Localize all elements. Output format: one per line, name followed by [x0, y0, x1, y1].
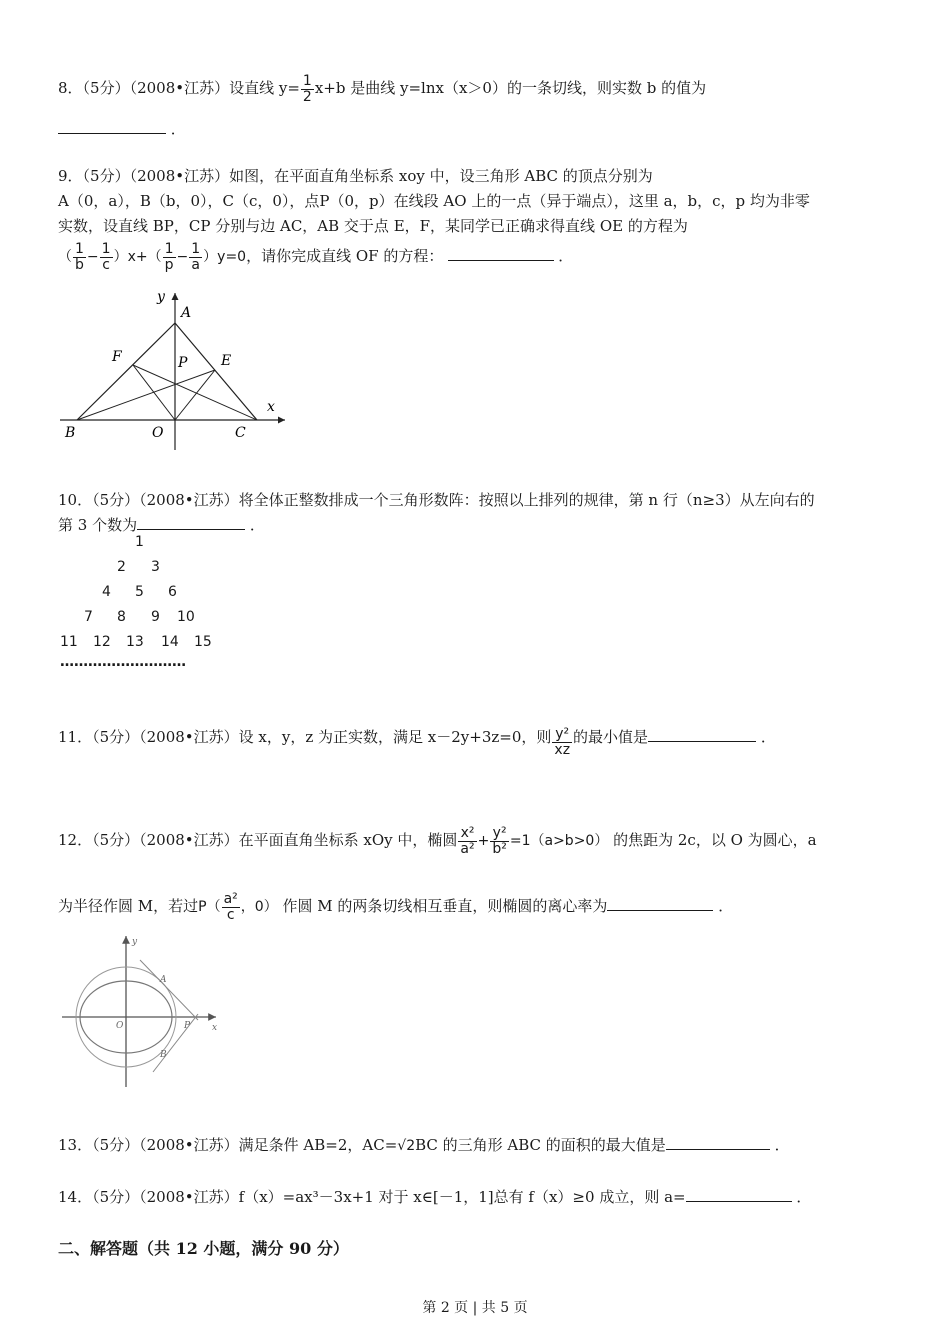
- question-13: 13．（5分）（2008•江苏）满足条件 AB=2，AC=√2BC 的三角形 ABC 的面积的最大值是 ．: [58, 1136, 790, 1154]
- label-a: A: [181, 305, 192, 321]
- triangle-dots: ………………………: [60, 654, 186, 670]
- q10-line1: 10．（5分）（2008•江苏）将全体正整数排成一个三角形数阵：按照以上排列的规律，第 n 行（n≥3）从左向右的: [58, 491, 815, 509]
- question-12-line2: 为半径作圆 M，若过P（ $\frac{\text{a²}}{c}$ ，0） 作圆 M 的两条切线相互垂直，则椭圆的离心率为 ．: [58, 891, 734, 923]
- q10-line2: 第 3 个数为 ．: [58, 516, 265, 534]
- q9-equation: （ $\frac{1}{b}$ − $\frac{1}{c}$ ）x+（ $\frac{1}{p}$ − $\frac{1}{a}$ ）y=0，请你完成直线 OF 的方程： ．: [58, 241, 574, 273]
- q11-answer-blank[interactable]: [648, 727, 756, 742]
- triangle-number: 4: [102, 584, 111, 600]
- triangle-number: 12: [93, 634, 111, 650]
- q10-answer-blank[interactable]: [137, 515, 245, 530]
- tangent-upper: [140, 960, 198, 1020]
- q9-answer-blank[interactable]: [448, 246, 554, 261]
- label-b: B: [65, 425, 76, 441]
- q8-answer-blank[interactable]: [58, 119, 166, 134]
- triangle-number: 9: [151, 609, 160, 625]
- triangle-number: 15: [194, 634, 212, 650]
- label-b: B: [160, 1050, 167, 1060]
- q8-text: 8．（5分）（2008•江苏）设直线 y=: [58, 79, 300, 98]
- line-bp: [77, 370, 215, 420]
- q9-line3: 实数，设直线 BP，CP 分别与边 AC，AB 交于点 E，F，某同学已正确求得直线 OE 的方程为: [58, 217, 688, 235]
- label-a: A: [160, 975, 167, 985]
- label-x: x: [212, 1023, 218, 1033]
- label-c: C: [235, 425, 246, 441]
- triangle-number: 8: [117, 609, 126, 625]
- triangle-number: 11: [60, 634, 78, 650]
- triangle-number: 13: [126, 634, 144, 650]
- question-14: 14．（5分）（2008•江苏）f（x）=ax³－3x+1 对于 x∈[－1，1]总有 f（x）≥0 成立，则 a= ．: [58, 1188, 812, 1206]
- label-y: y: [157, 289, 165, 305]
- q8-answer-line: ．: [58, 118, 186, 139]
- label-o: O: [116, 1021, 124, 1031]
- triangle-number: 14: [161, 634, 179, 650]
- question-12-line1: 12．（5分）（2008•江苏）在平面直角坐标系 xOy 中，椭圆 $\frac{\text{x²}}{\text{a²}}$ + $\frac{\text{y²}}{\text{b²}}$ =1（a>b>0） 的焦距为 2c，以 O 为圆心，a: [58, 825, 817, 857]
- triangle-number: 7: [84, 609, 93, 625]
- q9-line2: A（0，a），B（b，0），C（c，0），点P（0，p）在线段 AO 上的一点（异于端点），这里 a，b，c，p 均为非零: [58, 192, 810, 210]
- question-11: 11．（5分）（2008•江苏）设 x，y，z 为正实数，满足 x－2y+3z=0，则 $\frac{\text{y²}}{xz}$ 的最小值是 ．: [58, 726, 776, 758]
- triangle-number: 6: [168, 584, 177, 600]
- q12-answer-blank[interactable]: [607, 896, 713, 911]
- triangle-number: 2: [117, 559, 126, 575]
- label-p: P: [184, 1021, 191, 1031]
- q9-line1: 9．（5分）（2008•江苏）如图，在平面直角坐标系 xoy 中，设三角形 ABC 的顶点分别为: [58, 167, 653, 185]
- line-of: [133, 365, 175, 420]
- q8-fraction: $\frac{1}{2}$: [302, 73, 312, 105]
- label-p: P: [178, 355, 188, 371]
- label-x: x: [267, 399, 275, 415]
- triangle-number: 3: [151, 559, 160, 575]
- label-e: E: [221, 353, 232, 369]
- q14-answer-blank[interactable]: [686, 1187, 792, 1202]
- label-o: O: [152, 425, 164, 441]
- sqrt-2: √2: [397, 1138, 416, 1154]
- page-footer: 第 2 页 | 共 5 页: [422, 1300, 528, 1316]
- label-f: F: [112, 349, 122, 365]
- triangle-abc: [77, 323, 257, 420]
- q9-triangle-figure: [55, 285, 295, 455]
- label-y: y: [132, 937, 138, 947]
- triangle-number: 5: [135, 584, 144, 600]
- q13-answer-blank[interactable]: [666, 1135, 770, 1150]
- triangle-number: 1: [135, 534, 144, 550]
- triangle-number: 10: [177, 609, 195, 625]
- q8-text-after: x+b 是曲线 y=lnx（x＞0）的一条切线，则实数 b 的值为: [314, 79, 707, 98]
- q12-ellipse-figure: [58, 932, 228, 1092]
- q11-fraction: $\frac{\text{y²}}{xz}$: [554, 726, 571, 758]
- question-8: [58, 74, 706, 104]
- section-title: 二、解答题（共 12 小题，满分 90 分）: [58, 1239, 349, 1258]
